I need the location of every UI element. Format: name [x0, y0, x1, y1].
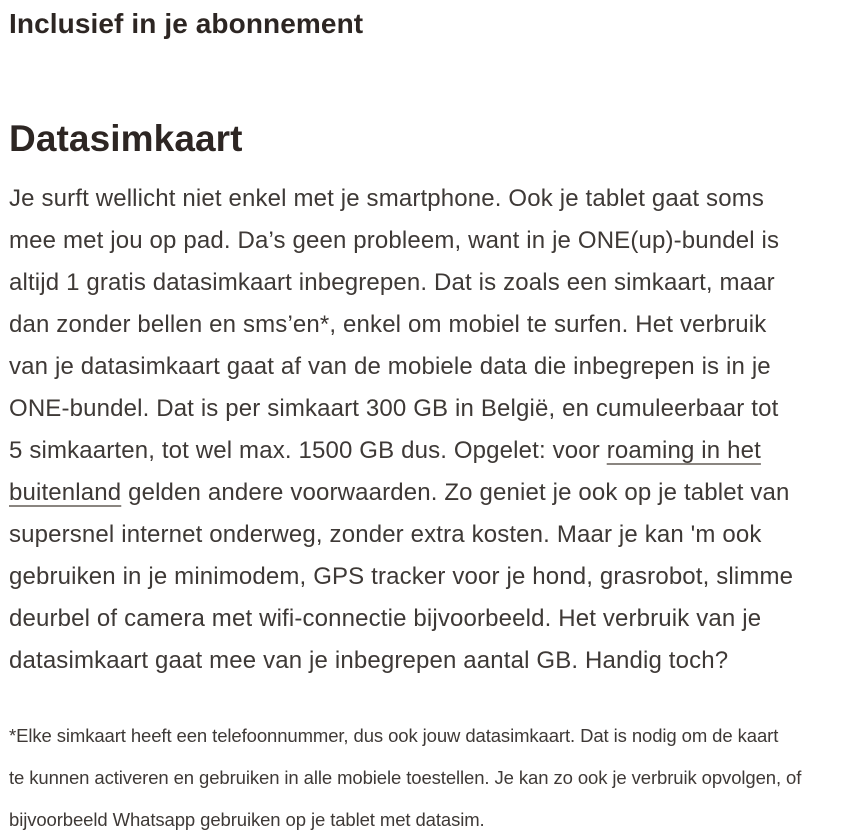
paragraph-line: [9, 178, 858, 220]
paragraph-line: [9, 304, 858, 346]
paragraph-text-segment: 5 simkaarten, tot wel max. 1500 GB dus. Opgelet: voor: [9, 437, 607, 464]
paragraph-text-segment: gelden andere voorwaarden. Zo geniet je ook op je tablet van: [121, 479, 790, 506]
paragraph-line: [9, 388, 858, 430]
paragraph-text-segment: gebruiken in je minimodem, GPS tracker voor je hond, grasrobot, slimme: [9, 563, 794, 590]
roaming-buitenland-link[interactable]: roaming in het: [606, 437, 761, 464]
paragraph-text-segment: ONE-bundel. Dat is per simkaart 300 GB in België, en cumuleerbaar tot: [9, 395, 779, 422]
paragraph-line: [9, 640, 858, 682]
roaming-buitenland-link[interactable]: buitenland: [9, 479, 122, 506]
paragraph-text-segment: van je datasimkaart gaat af van de mobiele data die inbegrepen is in je: [9, 353, 771, 380]
footnote-line: *Elke simkaart heeft een telefoonnummer, dus ook jouw datasimkaart. Dat is nodig om de kaart: [9, 725, 779, 746]
paragraph-line: [9, 346, 858, 388]
paragraph-text-segment: altijd 1 gratis datasimkaart inbegrepen. Dat is zoals een simkaart, maar: [9, 269, 775, 296]
footnote-line: bijvoorbeeld Whatsapp gebruiken op je tablet met datasim.: [9, 809, 485, 830]
paragraph-line: [9, 430, 858, 472]
paragraph-text-segment: deurbel of camera met wifi-connectie bijvoorbeeld. Het verbruik van je: [9, 605, 762, 632]
paragraph-text-segment: dan zonder bellen en sms’en*, enkel om mobiel te surfen. Het verbruik: [9, 311, 767, 338]
footnote-line: te kunnen activeren en gebruiken in alle mobiele toestellen. Je kan zo ook je verbruik opvolgen, of: [9, 767, 802, 788]
footnote: [9, 715, 858, 840]
paragraph-line: [9, 472, 858, 514]
section-kicker: Inclusief in je abonnement: [9, 8, 364, 39]
paragraph-text-segment: Je surft wellicht niet enkel met je smartphone. Ook je tablet gaat soms: [9, 185, 765, 212]
paragraph-line: [9, 556, 858, 598]
paragraph-line: [9, 220, 858, 262]
body-paragraph: [9, 178, 858, 682]
content-section: [0, 8, 868, 840]
paragraph-line: [9, 598, 858, 640]
paragraph-text-segment: supersnel internet onderweg, zonder extra kosten. Maar je kan 'm ook: [9, 521, 762, 548]
section-heading: Datasimkaart: [9, 118, 243, 159]
paragraph-text-segment: datasimkaart gaat mee van je inbegrepen aantal GB. Handig toch?: [9, 647, 729, 674]
paragraph-line: [9, 262, 858, 304]
paragraph-line: [9, 514, 858, 556]
paragraph-text-segment: mee met jou op pad. Da’s geen probleem, want in je ONE(up)-bundel is: [9, 227, 780, 254]
